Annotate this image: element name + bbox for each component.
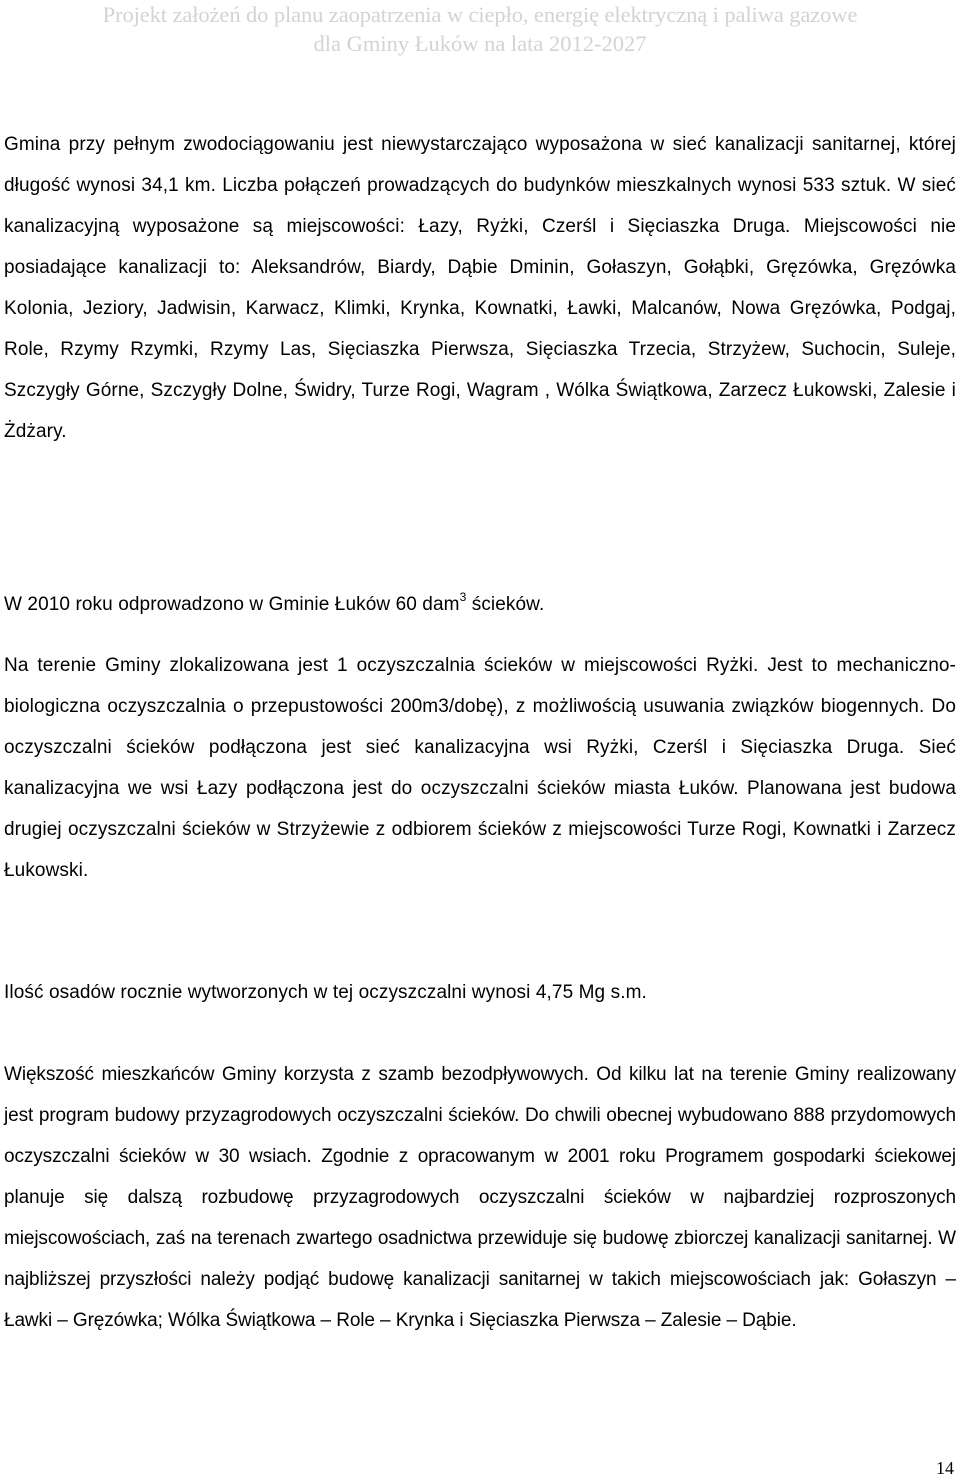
header-title-line2: dla Gminy Łuków na lata 2012-2027 bbox=[313, 31, 647, 56]
paragraph-septic-tanks: Większość mieszkańców Gminy korzysta z szamb bezodpływowych. Od kilku lat na terenie Gminy realizowany jest program budowy przyzagrodowych oczyszczalni ścieków. Do chwili obecnej wybudowano 888 przydomowych oczyszczalni ścieków w 30 wsiach. Zgodnie z opracowanym w 2001 roku Programem gospodarki ściekowej planuje się dalszą rozbudowę przyzagrodowych oczyszczalni ścieków w najbardziej rozproszonych miejscowościach, zaś na terenach zwartego osadnictwa przewiduje się budowę zbiorczej kanalizacji sanitarnej. W najbliższej przyszłości należy podjąć budowę kanalizacji sanitarnej w takich miejscowościach jak: Gołaszyn – Ławki – Gręzówka; Wólka Świątkowa – Role – Krynka i Sięciaszka Pierwsza – Zalesie – Dąbie. bbox=[4, 1064, 956, 1331]
page-number: 14 bbox=[936, 1458, 954, 1478]
paragraph-sewage-network: Gmina przy pełnym zwodociągowaniu jest niewystarczająco wyposażona w sieć kanalizacji sanitarnej, której długość wynosi 34,1 km. Liczba połączeń prowadzących do budynków mieszkalnych wynosi 533 sztuk. W sieć kanalizacyjną wyposażone są miejscowości: Łazy, Ryżki, Czerśl i Sięciaszka Druga. Miejscowości nie posiadające kanalizacji to: Aleksandrów, Biardy, Dąbie Dminin, Gołaszyn, Gołąbki, Gręzówka, Gręzówka Kolonia, Jeziory, Jadwisin, Karwacz, Klimki, Krynka, Kownatki, Ławki, Malcanów, Nowa Gręzówka, Podgaj, Role, Rzymy Rzymki, Rzymy Las, Sięciaszka Pierwsza, Sięciaszka Trzecia, Strzyżew, Suchocin, Suleje, Szczygły Górne, Szczygły Dolne, Świdry, Turze Rogi, Wagram , Wólka Świątkowa, Zarzecz Łukowski, Zalesie i Żdżary. bbox=[4, 134, 956, 442]
sewage-volume-unit-text: ścieków. bbox=[466, 594, 545, 615]
cubic-superscript: 3 bbox=[459, 590, 467, 604]
paragraph-treatment-plant: Na terenie Gminy zlokalizowana jest 1 oczyszczalnia ścieków w miejscowości Ryżki. Jest to mechaniczno-biologiczna oczyszczalnia o przepustowości 200m3/dobę), z możliwością usuwania związków biogennych. Do oczyszczalni ścieków podłączona jest sieć kanalizacyjna wsi Ryżki, Czerśl i Sięciaszka Druga. Sieć kanalizacyjna we wsi Łazy podłączona jest do oczyszczalni ścieków miasta Łuków. Planowana jest budowa drugiej oczyszczalni ścieków w Strzyżewie z odbiorem ścieków z miejscowości Turze Rogi, Kownatki i Zarzecz Łukowski. bbox=[4, 655, 956, 881]
paragraph-sewage-volume bbox=[4, 584, 956, 625]
paragraph-sludge: Ilość osadów rocznie wytworzonych w tej oczyszczalni wynosi 4,75 Mg s.m. bbox=[4, 982, 647, 1003]
running-header bbox=[0, 0, 960, 58]
sewage-volume-text: W 2010 roku odprowadzono w Gminie Łuków 60 dam bbox=[4, 594, 460, 615]
header-title-line1: Projekt założeń do planu zaopatrzenia w ciepło, energię elektryczną i paliwa gazowe bbox=[102, 2, 858, 27]
